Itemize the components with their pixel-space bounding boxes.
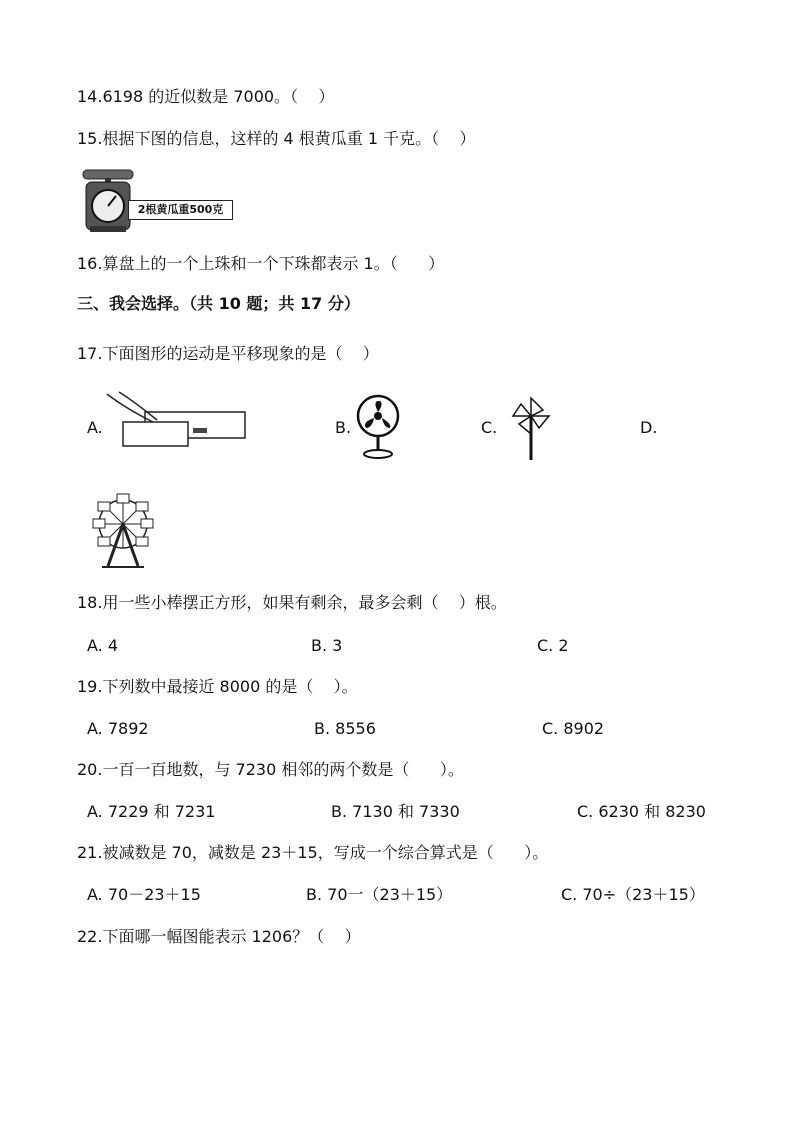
q20-option-c[interactable]: C. 6230 和 8230 xyxy=(577,802,706,821)
ferris-wheel-picture xyxy=(88,492,158,570)
q17-option-d-label: D. xyxy=(640,418,658,437)
q18-option-b[interactable]: B. 3 xyxy=(311,636,343,655)
q21-option-c[interactable]: C. 70÷（23＋15） xyxy=(561,885,705,904)
q14-text: 14.6198 的近似数是 7000。（ ） xyxy=(77,87,335,106)
q15-text: 15.根据下图的信息，这样的 4 根黄瓜重 1 千克。（ ） xyxy=(77,129,476,148)
q18-option-c[interactable]: C. 2 xyxy=(537,636,569,655)
fan-picture xyxy=(354,394,402,460)
pinwheel-picture xyxy=(505,396,557,462)
q17-option-c-label: C. xyxy=(481,418,498,437)
q22-text: 22.下面哪一幅图能表示 1206？（ ） xyxy=(77,927,361,946)
q19-text: 19.下列数中最接近 8000 的是（ ）。 xyxy=(77,677,358,696)
q18-text: 18.用一些小棒摆正方形，如果有剩余，最多会剩（ ）根。 xyxy=(77,593,507,612)
drawer-picture xyxy=(105,390,250,448)
q19-option-c[interactable]: C. 8902 xyxy=(542,719,605,738)
q20-text: 20.一百一百地数，与 7230 相邻的两个数是（ ）。 xyxy=(77,760,464,779)
q19-option-a[interactable]: A. 7892 xyxy=(87,719,149,738)
q20-option-a[interactable]: A. 7229 和 7231 xyxy=(87,802,216,821)
q19-option-b[interactable]: B. 8556 xyxy=(314,719,376,738)
scale-info-label: 2根黄瓜重500克 xyxy=(128,200,233,220)
q21-option-a[interactable]: A. 70－23＋15 xyxy=(87,885,201,904)
q17-option-b-label: B. xyxy=(335,418,352,437)
q16-text: 16.算盘上的一个上珠和一个下珠都表示 1。（ ） xyxy=(77,254,445,273)
q21-text: 21.被减数是 70，减数是 23＋15，写成一个综合算式是（ ）。 xyxy=(77,843,549,862)
section-3-heading: 三、我会选择。（共 10 题；共 17 分） xyxy=(77,294,360,313)
q21-option-b[interactable]: B. 70一（23＋15） xyxy=(306,885,453,904)
q18-option-a[interactable]: A. 4 xyxy=(87,636,119,655)
q20-option-b[interactable]: B. 7130 和 7330 xyxy=(331,802,460,821)
q17-option-a-label: A. xyxy=(87,418,103,437)
q17-text: 17.下面图形的运动是平移现象的是（ ） xyxy=(77,344,379,363)
